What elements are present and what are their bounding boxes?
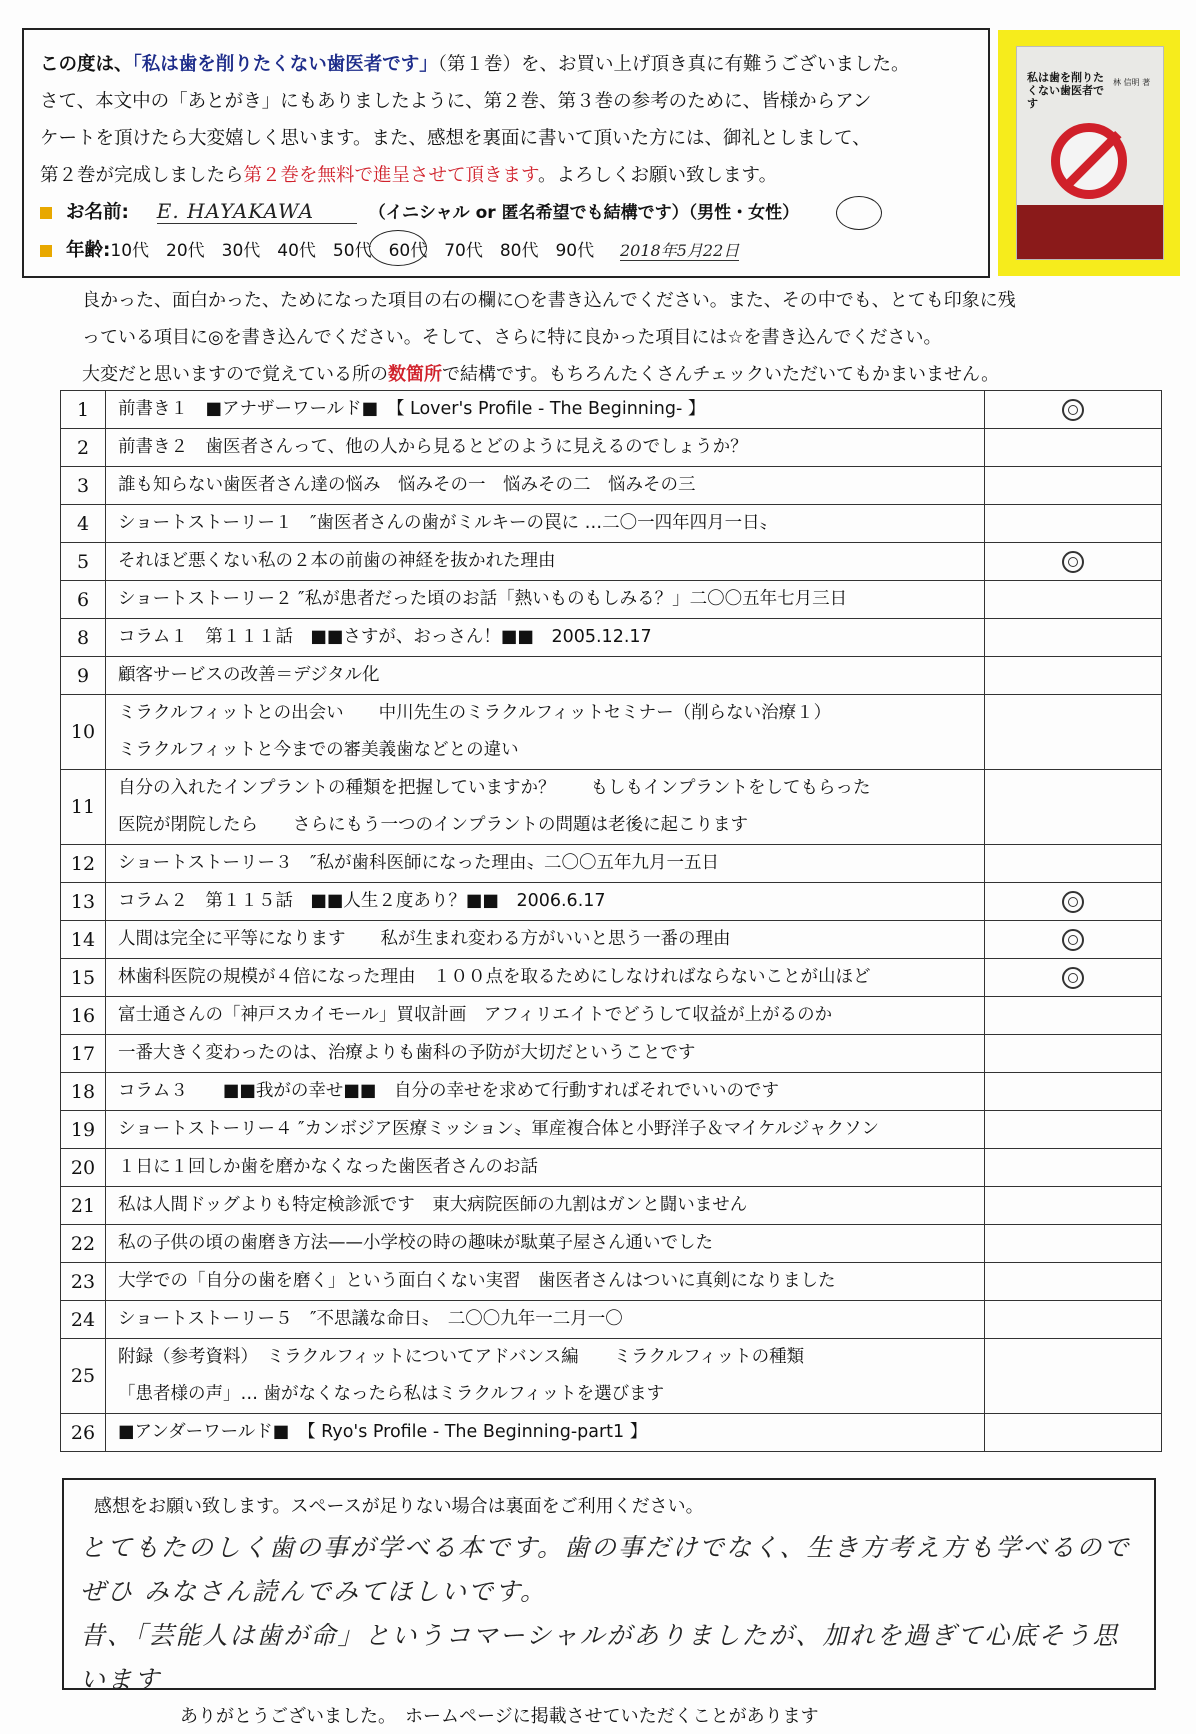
age-label: 年齢: — [66, 240, 111, 261]
comment-line-3: 昔、「芸能人は歯が命」というコマーシャルがありましたが、加れを過ぎて心底そう思います — [80, 1621, 1120, 1694]
item-mark-cell[interactable] — [985, 581, 1162, 619]
instructions-line-3: 大変だと思いますので覚えている所の数箇所で結構です。もちろんたくさんチェックいただいてもかまいません。 — [82, 364, 1000, 385]
item-title-line: ショートストーリー２ ″私が患者だった頃のお話「熱いものもしみる？」二〇〇五年七月三日 — [118, 589, 848, 609]
comment-line-1: とてもたのしく歯の事が学べる本です。歯の事だけでなく、生き方考え方も学べるので — [80, 1533, 1131, 1562]
age-selection-circle — [369, 230, 427, 266]
item-number: 25 — [61, 1339, 106, 1414]
item-title — [106, 1339, 985, 1414]
item-title-line: ミラクルフィットと今までの審美義歯などとの違い — [118, 740, 519, 760]
item-title — [106, 657, 985, 695]
book-cover-band — [1017, 205, 1163, 259]
item-title — [106, 505, 985, 543]
item-title-line: コラム２ 第１１５話 ■■人生２度あり？■■ 2006.6.17 — [118, 891, 606, 911]
double-circle-mark-icon — [1062, 891, 1084, 913]
item-title-line: 誰も知らない歯医者さん達の悩み 悩みその一 悩みその二 悩みその三 — [118, 475, 696, 495]
item-title — [106, 1225, 985, 1263]
item-title — [106, 1187, 985, 1225]
item-title-line: コラム１ 第１１１話 ■■さすが、おっさん！■■ 2005.12.17 — [118, 627, 652, 647]
intro-line-2: さて、本文中の「あとがき」にもありましたように、第２巻、第３巻の参考のために、皆様からアン — [40, 91, 872, 112]
table-row — [61, 770, 1162, 845]
item-mark-cell[interactable] — [985, 1187, 1162, 1225]
item-mark-cell[interactable] — [985, 1149, 1162, 1187]
item-title-line: 顧客サービスの改善＝デジタル化 — [118, 665, 380, 685]
item-mark-cell[interactable] — [985, 695, 1162, 770]
name-row — [40, 194, 972, 232]
item-title — [106, 581, 985, 619]
item-number: 1 — [61, 391, 106, 429]
table-row — [61, 505, 1162, 543]
item-title-line: 林歯科医院の規模が４倍になった理由 １００点を取るためにしなければならないことが山ほど — [118, 967, 871, 987]
item-mark-cell[interactable] — [985, 1301, 1162, 1339]
item-title — [106, 543, 985, 581]
table-row — [61, 883, 1162, 921]
table-row — [61, 619, 1162, 657]
item-title-line: 前書き２ 歯医者さんって、他の人から見るとどのように見えるのでしょうか？ — [118, 437, 748, 457]
item-title — [106, 959, 985, 997]
table-row — [61, 921, 1162, 959]
item-title-line: ショートストーリー１ ″歯医者さんの歯がミルキーの罠に …二〇一四年四月一日〟 — [118, 513, 778, 533]
item-mark-cell[interactable] — [985, 959, 1162, 997]
item-title-line: 前書き１ ■アナザーワールド■ 【 Lover's Profile - The Beginning- 】 — [118, 399, 706, 419]
item-mark-cell[interactable] — [985, 467, 1162, 505]
item-number: 23 — [61, 1263, 106, 1301]
item-mark-cell[interactable] — [985, 1035, 1162, 1073]
table-row — [61, 1149, 1162, 1187]
item-title-line: 「患者様の声」… 歯がなくなったら私はミラクルフィットを選びます — [118, 1384, 665, 1404]
name-note: （イニシャル or 匿名希望でも結構です）（男性・女性） — [368, 203, 800, 223]
item-title-line: ショートストーリー４ ″カンボジア医療ミッション〟軍産複合体と小野洋子＆マイケルジャクソン — [118, 1119, 880, 1139]
item-mark-cell[interactable] — [985, 883, 1162, 921]
double-circle-mark-icon — [1062, 551, 1084, 573]
instructions-line-1: 良かった、面白かった、ためになった項目の右の欄に○を書き込んでください。また、その中でも、とても印象に残 — [82, 290, 1016, 311]
item-title — [106, 429, 985, 467]
date-field[interactable]: 2018年5月22日 — [619, 241, 740, 260]
comment-box[interactable] — [62, 1478, 1156, 1694]
table-row — [61, 543, 1162, 581]
item-mark-cell[interactable] — [985, 921, 1162, 959]
table-row — [61, 1301, 1162, 1339]
item-number: 14 — [61, 921, 106, 959]
item-title-line: 私は人間ドッグよりも特定検診派です 東大病院医師の九割はガンと闘いません — [118, 1195, 748, 1215]
item-title — [106, 770, 985, 845]
comment-label: 感想をお願い致します。スペースが足りない場合は裏面をご利用ください。 — [94, 1496, 704, 1517]
item-title — [106, 695, 985, 770]
item-number: 16 — [61, 997, 106, 1035]
item-mark-cell[interactable] — [985, 1263, 1162, 1301]
book-cover-author: 林 信明 著 — [1113, 78, 1151, 87]
table-row — [61, 1111, 1162, 1149]
item-mark-cell[interactable] — [985, 505, 1162, 543]
item-title-line: ショートストーリー５ ″不思議な命日〟 二〇〇九年一二月一〇 — [118, 1309, 623, 1329]
table-row — [61, 1073, 1162, 1111]
item-number: 12 — [61, 845, 106, 883]
table-row — [61, 1414, 1162, 1452]
comment-line-2: ぜひ みなさん読んでみてほしいです。 — [80, 1577, 547, 1606]
item-title — [106, 1035, 985, 1073]
item-number: 6 — [61, 581, 106, 619]
item-number: 22 — [61, 1225, 106, 1263]
item-number: 8 — [61, 619, 106, 657]
item-number: 4 — [61, 505, 106, 543]
item-number: 9 — [61, 657, 106, 695]
item-title — [106, 1263, 985, 1301]
intro-line-4: 第２巻が完成しましたら第２巻を無料で進呈させて頂きます。よろしくお願い致します。 — [40, 165, 778, 186]
item-mark-cell[interactable] — [985, 391, 1162, 429]
item-title — [106, 1301, 985, 1339]
item-title-line: 大学での「自分の歯を磨く」という面白くない実習 歯医者さんはついに真剣になりました — [118, 1271, 836, 1291]
double-circle-mark-icon — [1062, 967, 1084, 989]
table-row — [61, 1187, 1162, 1225]
item-title-line: 人間は完全に平等になります 私が生まれ変わる方がいいと思う一番の理由 — [118, 929, 731, 949]
bullet-icon — [40, 245, 52, 257]
item-number: 26 — [61, 1414, 106, 1452]
item-number: 11 — [61, 770, 106, 845]
item-mark-cell[interactable] — [985, 429, 1162, 467]
item-title — [106, 921, 985, 959]
item-title-line: 富士通さんの「神戸スカイモール」買収計画 アフィリエイトでどうして収益が上がるのか — [118, 1005, 833, 1025]
item-mark-cell[interactable] — [985, 1073, 1162, 1111]
item-title — [106, 391, 985, 429]
chapter-checklist-table — [60, 390, 1162, 1452]
item-title-line: ミラクルフィットとの出会い 中川先生のミラクルフィットセミナー（削らない治療１） — [118, 703, 832, 723]
item-mark-cell[interactable] — [985, 1111, 1162, 1149]
name-label: お名前: — [66, 202, 129, 223]
table-row — [61, 657, 1162, 695]
book-cover-title: 私は歯を削りたくない歯医者です — [1027, 71, 1104, 110]
item-title-line: ■アンダーワールド■ 【 Ryo's Profile - The Beginning-part1 】 — [118, 1422, 648, 1442]
item-mark-cell[interactable] — [985, 845, 1162, 883]
item-number: 10 — [61, 695, 106, 770]
item-number: 5 — [61, 543, 106, 581]
item-title — [106, 1111, 985, 1149]
instructions — [82, 282, 1162, 393]
name-field[interactable]: E. HAYAKAWA — [157, 199, 357, 224]
book-title-text: 「私は歯を削りたくない歯医者です」 — [132, 54, 438, 75]
book-cover-image — [998, 30, 1180, 276]
item-title-line: １日に１回しか歯を磨かなくなった歯医者さんのお話 — [118, 1157, 538, 1177]
item-title-line: ショートストーリー３ ″私が歯科医師になった理由〟二〇〇五年九月一五日 — [118, 853, 720, 873]
item-title-line: 附録（参考資料） ミラクルフィットについてアドバンス編 ミラクルフィットの種類 — [118, 1347, 805, 1367]
item-number: 19 — [61, 1111, 106, 1149]
footer-note: ありがとうございました。 ホームページに掲載させていただくことがあります — [180, 1706, 819, 1727]
item-title-line: 医院が閉院したら さらにもう一つのインプラントの問題は老後に起こります — [118, 815, 748, 835]
bullet-icon — [40, 207, 52, 219]
table-row — [61, 1339, 1162, 1414]
intro-box — [22, 28, 990, 278]
table-row — [61, 467, 1162, 505]
item-title — [106, 845, 985, 883]
table-row — [61, 959, 1162, 997]
item-title — [106, 1149, 985, 1187]
item-title-line: 私の子供の頃の歯磨き方法——小学校の時の趣味が駄菓子屋さん通いでした — [118, 1233, 713, 1253]
book-cover — [1016, 46, 1164, 260]
item-mark-cell[interactable] — [985, 619, 1162, 657]
age-row — [40, 232, 972, 270]
table-row — [61, 391, 1162, 429]
intro-line-3: ケートを頂けたら大変嬉しく思います。また、感想を裏面に書いて頂いた方には、御礼としまして、 — [40, 128, 871, 149]
item-title-line: 自分の入れたインプラントの種類を把握していますか？ もしもインプラントをしてもらった — [118, 778, 871, 798]
item-title-line: コラム３ ■■我がの幸せ■■ 自分の幸せを求めて行動すればそれでいいのです — [118, 1081, 779, 1101]
table-row — [61, 997, 1162, 1035]
item-mark-cell[interactable] — [985, 657, 1162, 695]
item-title — [106, 997, 985, 1035]
gender-selection-circle — [836, 196, 882, 230]
table-row — [61, 695, 1162, 770]
item-title — [106, 883, 985, 921]
intro-line-1: この度は、「私は歯を削りたくない歯医者です」（第１巻）を、お買い上げ頂き真に有難うございました。 — [40, 54, 910, 75]
item-number: 24 — [61, 1301, 106, 1339]
item-title-line: それほど悪くない私の２本の前歯の神経を抜かれた理由 — [118, 551, 556, 571]
table-row — [61, 581, 1162, 619]
table-row — [61, 1263, 1162, 1301]
item-title — [106, 1414, 985, 1452]
item-title — [106, 619, 985, 657]
item-number: 20 — [61, 1149, 106, 1187]
item-mark-cell[interactable] — [985, 1414, 1162, 1452]
double-circle-mark-icon — [1062, 929, 1084, 951]
item-number: 13 — [61, 883, 106, 921]
item-title — [106, 467, 985, 505]
item-title — [106, 1073, 985, 1111]
item-number: 2 — [61, 429, 106, 467]
item-mark-cell[interactable] — [985, 997, 1162, 1035]
item-number: 21 — [61, 1187, 106, 1225]
free-gift-text: 第２巻を無料で進呈させて頂きます — [243, 165, 539, 186]
item-mark-cell[interactable] — [985, 1225, 1162, 1263]
table-row — [61, 429, 1162, 467]
table-row — [61, 1035, 1162, 1073]
item-mark-cell[interactable] — [985, 543, 1162, 581]
instructions-line-2: っている項目に◎を書き込んでください。そして、さらに特に良かった項目には☆を書き込んでください。 — [82, 327, 942, 348]
item-mark-cell[interactable] — [985, 770, 1162, 845]
table-row — [61, 845, 1162, 883]
item-number: 18 — [61, 1073, 106, 1111]
item-title-line: 一番大きく変わったのは、治療よりも歯科の予防が大切だということです — [118, 1043, 696, 1063]
item-mark-cell[interactable] — [985, 1339, 1162, 1414]
double-circle-mark-icon — [1062, 399, 1084, 421]
age-options[interactable]: 10代 20代 30代 40代 50代 60代 70代 80代 90代 — [110, 241, 595, 261]
item-number: 15 — [61, 959, 106, 997]
item-number: 17 — [61, 1035, 106, 1073]
table-row — [61, 1225, 1162, 1263]
item-number: 3 — [61, 467, 106, 505]
